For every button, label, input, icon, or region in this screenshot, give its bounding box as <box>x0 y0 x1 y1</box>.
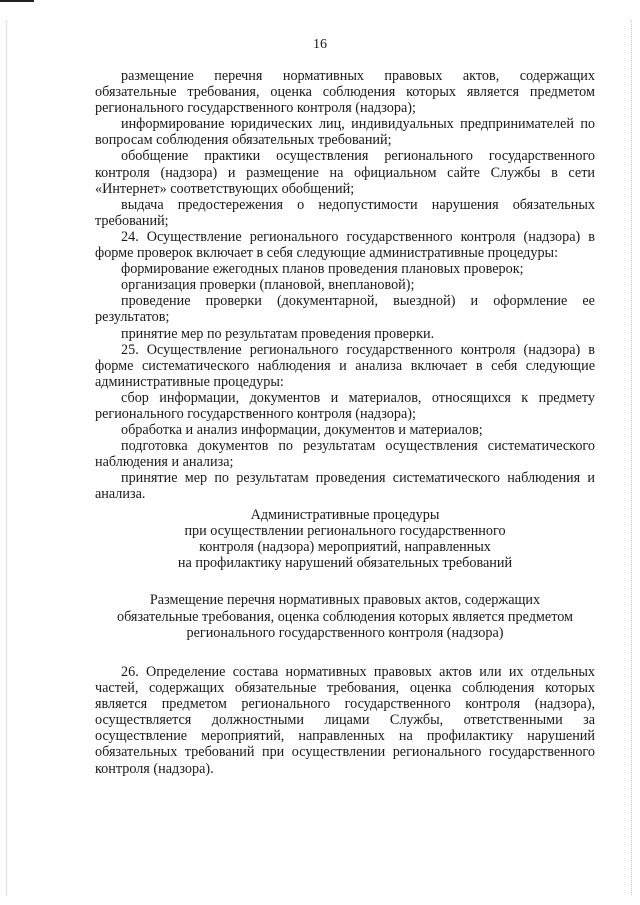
paragraph: формирование ежегодных планов проведения плановых проверок; <box>121 261 524 278</box>
paragraph: 24. Осуществление регионального государственного контроля (надзора) в форме проверок включает в себя следующие административные процедуры: <box>95 228 595 262</box>
subsection-heading <box>95 592 595 641</box>
left-scan-edge <box>6 20 7 895</box>
subsection-heading-line: обязательные требования, оценка соблюдения которых является предметом <box>116 608 574 625</box>
paragraph: принятие мер по результатам проведения проверки. <box>121 325 435 342</box>
document-body <box>95 68 595 777</box>
paragraph: проведение проверки (документарной, выездной) и оформление ее результатов; <box>95 293 595 326</box>
paragraph-26: 26. Определение состава нормативных правовых актов или их отдельных частей, содержащих обязательные требования, оценка соблюдения которых является предметом регионального государственного контроля (надзора), осуществляется должностными лицами Службы, ответственными за осуществление мероприятий, направленных на профилактику нарушений обязательных требований при осуществлении регионального государственного контроля (надзора). <box>95 663 595 777</box>
subsection-heading-line: регионального государственного контроля (надзора) <box>186 624 504 641</box>
paragraph: подготовка документов по результатам осуществления систематического наблюдения и анализа; <box>95 438 595 471</box>
section-heading-line: на профилактику нарушений обязательных требований <box>177 555 513 572</box>
paragraph: обработка и анализ информации, документов и материалов; <box>121 422 483 439</box>
paragraph: выдача предостережения о недопустимости нарушения обязательных требований; <box>95 196 595 229</box>
right-scan-edge <box>631 20 632 895</box>
section-heading <box>95 507 595 572</box>
paragraph: 25. Осуществление регионального государственного контроля (надзора) в форме систематического наблюдения и анализа включает в себя следующие административные процедуры: <box>95 341 595 390</box>
subsection-heading-line: Размещение перечня нормативных правовых актов, содержащих <box>149 592 541 609</box>
paragraph: принятие мер по результатам проведения систематического наблюдения и анализа. <box>95 470 595 503</box>
section-heading-line: при осуществлении регионального государственного <box>184 522 506 539</box>
paragraph: информирование юридических лиц, индивидуальных предпринимателей по вопросам соблюдения обязательных требований; <box>95 116 595 149</box>
paragraph: размещение перечня нормативных правовых актов, содержащих обязательные требования, оценка соблюдения которых является предметом регионального государственного контроля (надзора); <box>95 68 595 117</box>
paragraph: сбор информации, документов и материалов, относящихся к предмету регионального государственного контроля (надзора); <box>95 389 595 422</box>
paragraph: организация проверки (плановой, внеплановой); <box>121 277 415 294</box>
page-number: 16 <box>313 37 327 52</box>
paragraph: обобщение практики осуществления регионального государственного контроля (надзора) и размещение на официальном сайте Службы в сети «Интернет» соответствующих обобщений; <box>95 148 595 197</box>
section-heading-line: Административные процедуры <box>250 506 440 523</box>
section-heading-line: контроля (надзора) мероприятий, направленных <box>199 538 491 555</box>
corner-mark <box>0 0 34 2</box>
